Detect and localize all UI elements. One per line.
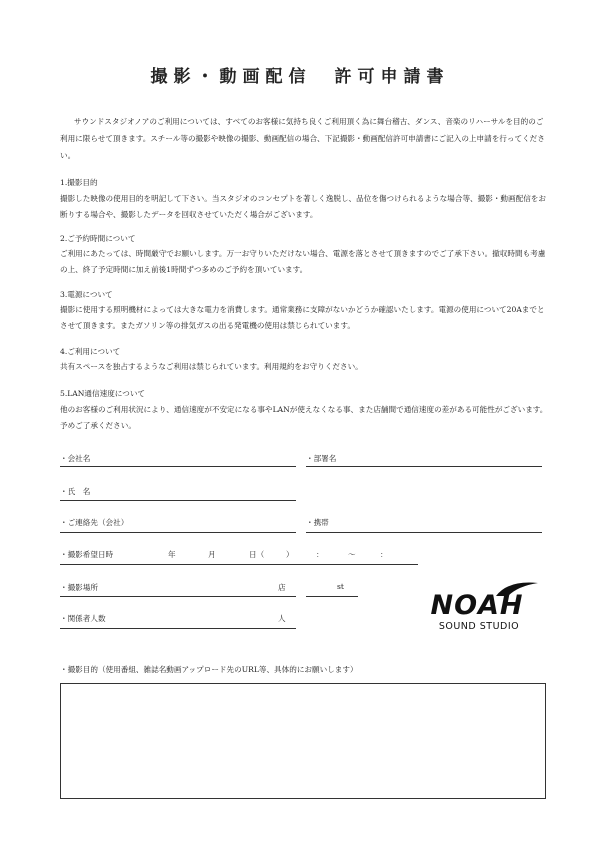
section-2-body: ご利用にあたっては、時間厳守でお願いします。万一お守りいただけない場合、電源を落とさせて頂きますのでご了承下さい。撤収時間も考慮の上、終了予定時間に加え前後1時間ずつ多めのご予約を頂いています。 xyxy=(60,249,546,274)
purpose-label: ・撮影目的（使用番組、雑誌名動画アップロード先のURL等、具体的にお願いします） xyxy=(60,665,358,674)
store-label: 店 xyxy=(278,583,286,592)
department-label: ・部署名 xyxy=(306,454,337,463)
start-time-colon: ： xyxy=(316,550,324,559)
location-field[interactable] xyxy=(60,596,296,597)
section-5-heading: 5.LAN通信速度について xyxy=(60,389,146,398)
department-field[interactable] xyxy=(306,466,542,467)
day-close-label: ） xyxy=(286,550,294,559)
day-open-label: 日（ xyxy=(249,550,265,559)
date-field[interactable] xyxy=(60,564,418,565)
section-3-heading: 3.電源について xyxy=(60,290,113,299)
section-1-heading: 1.撮影目的 xyxy=(60,178,98,187)
company-field[interactable] xyxy=(60,466,296,467)
people-count-label: ・関係者人数 xyxy=(60,614,106,623)
year-label: 年 xyxy=(168,550,176,559)
name-field[interactable] xyxy=(60,500,296,501)
company-label: ・会社名 xyxy=(60,454,91,463)
studio-number-field[interactable] xyxy=(306,596,358,597)
intro-paragraph: サウンドスタジオノアのご利用については、すべてのお客様に気持ち良くご利用頂く為に舞台稽古、ダンス、音楽のリハーサルを目的のご利用に限らせて頂きます。スチール等の撮影や映像の撮影、動画配信の場合、下記撮影・動画配信許可申請書にご記入の上申請を行ってください。 xyxy=(60,117,545,160)
section-2-heading: 2.ご予約時間について xyxy=(60,234,136,243)
studio-st-label: st xyxy=(337,582,344,591)
contact-label: ・ご連絡先（会社） xyxy=(60,518,129,527)
section-4-body: 共有スペースを独占するようなご利用は禁じられています。利用規約をお守りください。 xyxy=(60,362,363,371)
month-label: 月 xyxy=(208,550,216,559)
people-unit-label: 人 xyxy=(278,614,286,623)
mobile-label: ・携帯 xyxy=(306,518,329,527)
document-title: 撮影・動画配信 許可申請書 xyxy=(150,67,450,87)
purpose-textarea[interactable] xyxy=(60,683,546,799)
people-count-field[interactable] xyxy=(60,628,296,629)
logo-subtitle: SOUND STUDIO xyxy=(438,621,520,632)
noah-logo xyxy=(412,578,542,634)
mobile-field[interactable] xyxy=(306,532,542,533)
section-4-heading: 4.ご利用について xyxy=(60,347,121,356)
location-label: ・撮影場所 xyxy=(60,583,98,592)
end-time-colon: ： xyxy=(380,550,388,559)
name-label: ・氏 名 xyxy=(60,487,91,496)
section-5-body: 他のお客様のご利用状況により、通信速度が不安定になる事やLANが使えなくなる事、また店舗間で通信速度の差がある可能性がございます。予めご了承ください。 xyxy=(60,405,548,430)
date-label: ・撮影希望日時 xyxy=(60,550,114,559)
section-1-body: 撮影した映像の使用目的を明記して下さい。当スタジオのコンセプトを著しく逸脱し、品位を傷つけられるような場合等、撮影・動画配信をお断りする場合や、撮影したデータを回収させていただく場合がございます。 xyxy=(60,194,546,219)
time-range-tilde: 〜 xyxy=(348,550,356,559)
section-3-body: 撮影に使用する照明機材によっては大きな電力を消費します。通常業務に支障がないかどうか確認いたします。電源の使用について20Aまでとさせて頂きます。またガソリン等の排気ガスの出る発電機の使用は禁じられています。 xyxy=(60,305,545,330)
contact-field[interactable] xyxy=(60,532,296,533)
logo-brand: NOAH xyxy=(430,590,524,621)
